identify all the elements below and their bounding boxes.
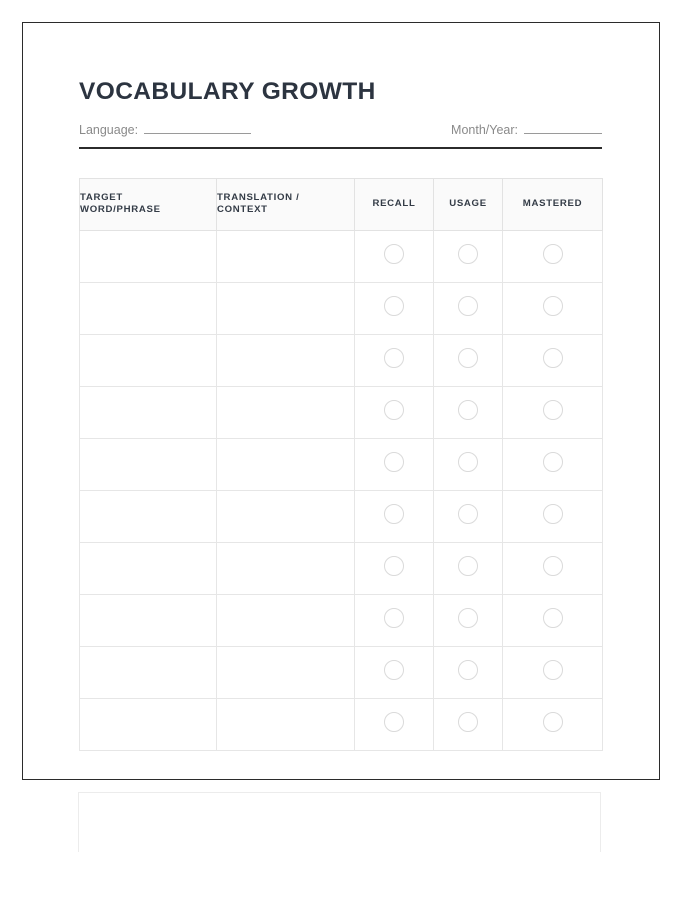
meta-fields-row	[79, 122, 602, 137]
cell-usage[interactable]	[434, 334, 503, 386]
checkbox-circle-icon[interactable]	[458, 712, 478, 732]
column-header-usage: USAGE	[434, 178, 503, 230]
checkbox-circle-icon[interactable]	[458, 400, 478, 420]
page-title: VOCABULARY GROWTH	[79, 78, 376, 105]
month-year-field[interactable]	[451, 122, 602, 137]
cell-word[interactable]	[80, 386, 217, 438]
checkbox-circle-icon[interactable]	[458, 348, 478, 368]
month-year-input-blank[interactable]	[524, 122, 602, 134]
cell-mastered[interactable]	[503, 386, 603, 438]
cell-word[interactable]	[80, 334, 217, 386]
cell-word[interactable]	[80, 230, 217, 282]
worksheet-page	[22, 22, 660, 780]
cell-word[interactable]	[80, 542, 217, 594]
cell-usage[interactable]	[434, 594, 503, 646]
cell-translation[interactable]	[217, 646, 355, 698]
checkbox-circle-icon[interactable]	[543, 660, 563, 680]
checkbox-circle-icon[interactable]	[543, 608, 563, 628]
checkbox-circle-icon[interactable]	[543, 712, 563, 732]
cell-usage[interactable]	[434, 646, 503, 698]
cell-translation[interactable]	[217, 438, 355, 490]
cell-mastered[interactable]	[503, 542, 603, 594]
language-label: Language:	[79, 122, 139, 137]
checkbox-circle-icon[interactable]	[384, 452, 404, 472]
checkbox-circle-icon[interactable]	[458, 504, 478, 524]
table-row	[80, 438, 603, 490]
table-header	[80, 178, 603, 230]
cell-mastered[interactable]	[503, 282, 603, 334]
checkbox-circle-icon[interactable]	[543, 504, 563, 524]
column-header-word-line1: TARGET	[80, 191, 123, 203]
checkbox-circle-icon[interactable]	[458, 556, 478, 576]
cell-usage[interactable]	[434, 438, 503, 490]
cell-usage[interactable]	[434, 230, 503, 282]
checkbox-circle-icon[interactable]	[384, 712, 404, 732]
cell-translation[interactable]	[217, 594, 355, 646]
cell-translation[interactable]	[217, 542, 355, 594]
cell-word[interactable]	[80, 646, 217, 698]
cell-mastered[interactable]	[503, 646, 603, 698]
cell-usage[interactable]	[434, 542, 503, 594]
table-row	[80, 282, 603, 334]
table-row	[80, 230, 603, 282]
cell-word[interactable]	[80, 490, 217, 542]
cell-usage[interactable]	[434, 282, 503, 334]
checkbox-circle-icon[interactable]	[458, 608, 478, 628]
table-row	[80, 646, 603, 698]
column-header-word-line2: WORD/PHRASE	[80, 204, 161, 216]
table-row	[80, 386, 603, 438]
cell-translation[interactable]	[217, 490, 355, 542]
checkbox-circle-icon[interactable]	[384, 348, 404, 368]
checkbox-circle-icon[interactable]	[384, 556, 404, 576]
language-field[interactable]	[79, 122, 251, 137]
checkbox-circle-icon[interactable]	[458, 244, 478, 264]
column-header-translation-line2: CONTEXT	[217, 204, 268, 216]
table-row	[80, 698, 603, 750]
table-body	[80, 230, 603, 750]
cell-recall[interactable]	[355, 438, 434, 490]
cell-recall[interactable]	[355, 490, 434, 542]
cell-mastered[interactable]	[503, 490, 603, 542]
table-row	[80, 594, 603, 646]
cell-recall[interactable]	[355, 334, 434, 386]
column-header-recall: RECALL	[355, 178, 434, 230]
checkbox-circle-icon[interactable]	[384, 608, 404, 628]
language-input-blank[interactable]	[144, 122, 251, 134]
cell-translation[interactable]	[217, 334, 355, 386]
cell-word[interactable]	[80, 282, 217, 334]
checkbox-circle-icon[interactable]	[384, 504, 404, 524]
cell-recall[interactable]	[355, 230, 434, 282]
column-header-translation-line1: TRANSLATION /	[217, 191, 300, 203]
header-divider	[79, 147, 602, 149]
cell-mastered[interactable]	[503, 698, 603, 750]
next-section-clipped	[78, 792, 601, 852]
checkbox-circle-icon[interactable]	[384, 660, 404, 680]
cell-recall[interactable]	[355, 698, 434, 750]
cell-usage[interactable]	[434, 386, 503, 438]
cell-mastered[interactable]	[503, 438, 603, 490]
table-row	[80, 334, 603, 386]
cell-usage[interactable]	[434, 698, 503, 750]
vocabulary-table	[79, 178, 603, 751]
checkbox-circle-icon[interactable]	[458, 452, 478, 472]
cell-translation[interactable]	[217, 698, 355, 750]
cell-translation[interactable]	[217, 386, 355, 438]
cell-usage[interactable]	[434, 490, 503, 542]
table-header-row	[80, 178, 603, 230]
column-header-mastered: MASTERED	[503, 178, 603, 230]
checkbox-circle-icon[interactable]	[543, 348, 563, 368]
checkbox-circle-icon[interactable]	[384, 296, 404, 316]
cell-translation[interactable]	[217, 282, 355, 334]
checkbox-circle-icon[interactable]	[543, 296, 563, 316]
cell-translation[interactable]	[217, 230, 355, 282]
cell-word[interactable]	[80, 698, 217, 750]
cell-word[interactable]	[80, 594, 217, 646]
month-year-label: Month/Year:	[451, 122, 518, 137]
cell-mastered[interactable]	[503, 334, 603, 386]
cell-recall[interactable]	[355, 594, 434, 646]
cell-mastered[interactable]	[503, 594, 603, 646]
checkbox-circle-icon[interactable]	[458, 660, 478, 680]
checkbox-circle-icon[interactable]	[543, 400, 563, 420]
checkbox-circle-icon[interactable]	[543, 556, 563, 576]
checkbox-circle-icon[interactable]	[384, 244, 404, 264]
cell-word[interactable]	[80, 438, 217, 490]
worksheet-content	[79, 79, 602, 751]
cell-recall[interactable]	[355, 282, 434, 334]
checkbox-circle-icon[interactable]	[384, 400, 404, 420]
column-header-word	[80, 178, 217, 230]
cell-recall[interactable]	[355, 646, 434, 698]
cell-recall[interactable]	[355, 386, 434, 438]
table-row	[80, 490, 603, 542]
checkbox-circle-icon[interactable]	[543, 244, 563, 264]
cell-mastered[interactable]	[503, 230, 603, 282]
cell-recall[interactable]	[355, 542, 434, 594]
checkbox-circle-icon[interactable]	[458, 296, 478, 316]
checkbox-circle-icon[interactable]	[543, 452, 563, 472]
table-row	[80, 542, 603, 594]
column-header-translation	[217, 178, 355, 230]
